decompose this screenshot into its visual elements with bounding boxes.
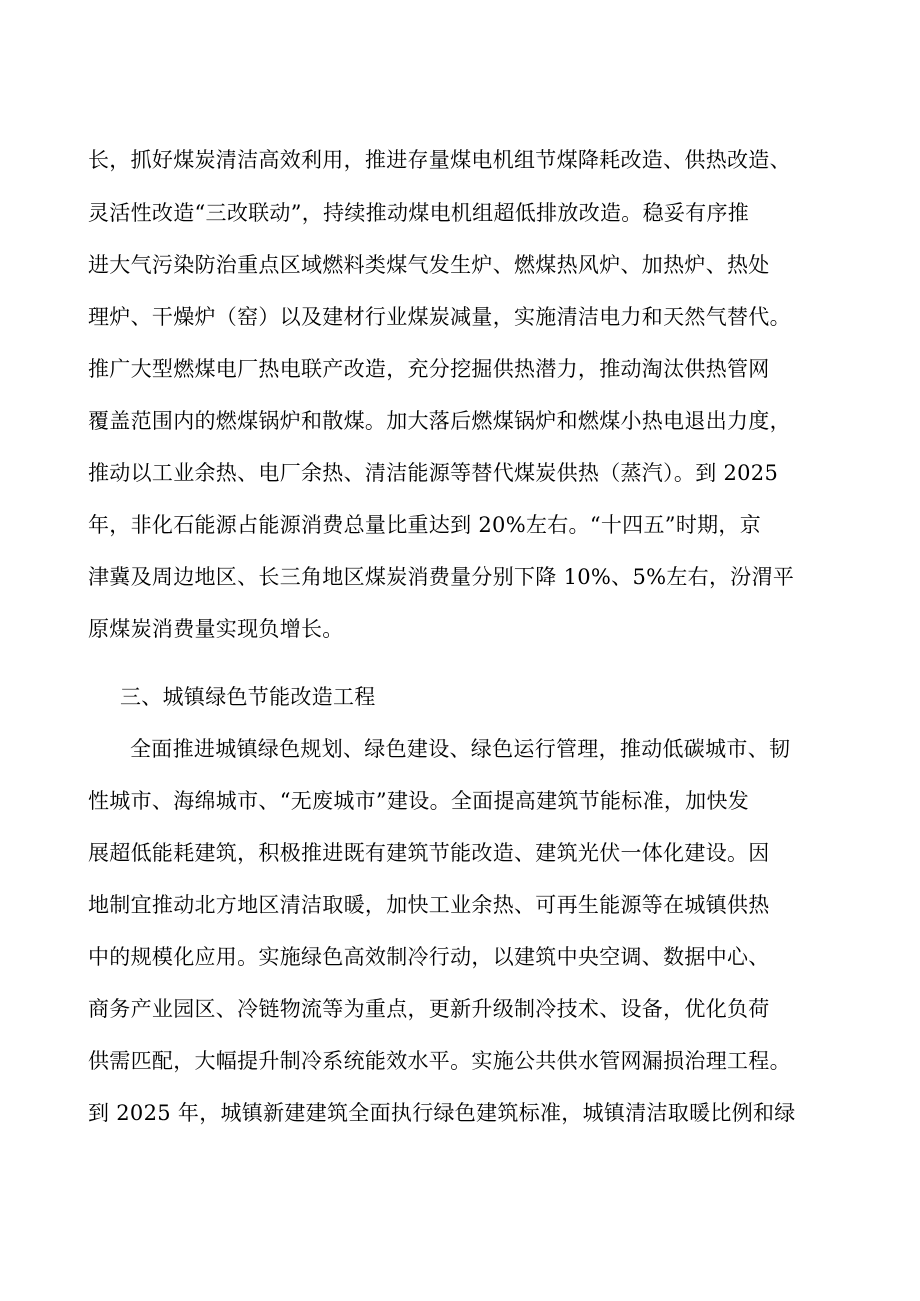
paragraph-2-line: 性城市、海绵城市、“无废城市”建设。全面提高建筑节能标准，加快发: [88, 789, 750, 813]
paragraph-1-line: 津冀及周边地区、长三角地区煤炭消费量分别下降 10%、5%左右，汾渭平: [88, 565, 795, 589]
section-heading: 三、城镇绿色节能改造工程: [120, 685, 376, 709]
paragraph-1-line: 长，抓好煤炭清洁高效利用，推进存量煤电机组节煤降耗改造、供热改造、: [88, 148, 791, 172]
paragraph-2-line: 全面推进城镇绿色规划、绿色建设、绿色运行管理，推动低碳城市、韧: [130, 737, 791, 761]
paragraph-1-line: 进大气污染防治重点区域燃料类煤气发生炉、燃煤热风炉、加热炉、热处: [88, 253, 770, 277]
paragraph-1-line: 理炉、干燥炉（窑）以及建材行业煤炭减量，实施清洁电力和天然气替代。: [88, 305, 791, 329]
paragraph-2-line: 供需匹配，大幅提升制冷系统能效水平。实施公共供水管网漏损治理工程。: [88, 1049, 791, 1073]
paragraph-2-line: 中的规模化应用。实施绿色高效制冷行动，以建筑中央空调、数据中心、: [88, 945, 770, 969]
paragraph-1-line: 灵活性改造“三改联动”，持续推动煤电机组超低排放改造。稳妥有序推: [88, 201, 750, 225]
paragraph-2-line: 到 2025 年，城镇新建建筑全面执行绿色建筑标准，城镇清洁取暖比例和绿: [88, 1101, 796, 1125]
paragraph-2-line: 商务产业园区、冷链物流等为重点，更新升级制冷技术、设备，优化负荷: [88, 997, 770, 1021]
paragraph-1-line: 推动以工业余热、电厂余热、清洁能源等替代煤炭供热（蒸汽）。到 2025: [88, 461, 779, 485]
paragraph-1-line: 原煤炭消费量实现负增长。: [88, 617, 344, 641]
paragraph-2-line: 展超低能耗建筑，积极推进既有建筑节能改造、建筑光伏一体化建设。因: [88, 841, 770, 865]
paragraph-1-line: 推广大型燃煤电厂热电联产改造，充分挖掘供热潜力，推动淘汰供热管网: [88, 357, 770, 381]
paragraph-1-line: 覆盖范围内的燃煤锅炉和散煤。加大落后燃煤锅炉和燃煤小热电退出力度，: [88, 409, 791, 433]
paragraph-2-line: 地制宜推动北方地区清洁取暖，加快工业余热、可再生能源等在城镇供热: [88, 893, 770, 917]
paragraph-1-line: 年，非化石能源占能源消费总量比重达到 20%左右。“十四五”时期，京: [88, 513, 762, 537]
